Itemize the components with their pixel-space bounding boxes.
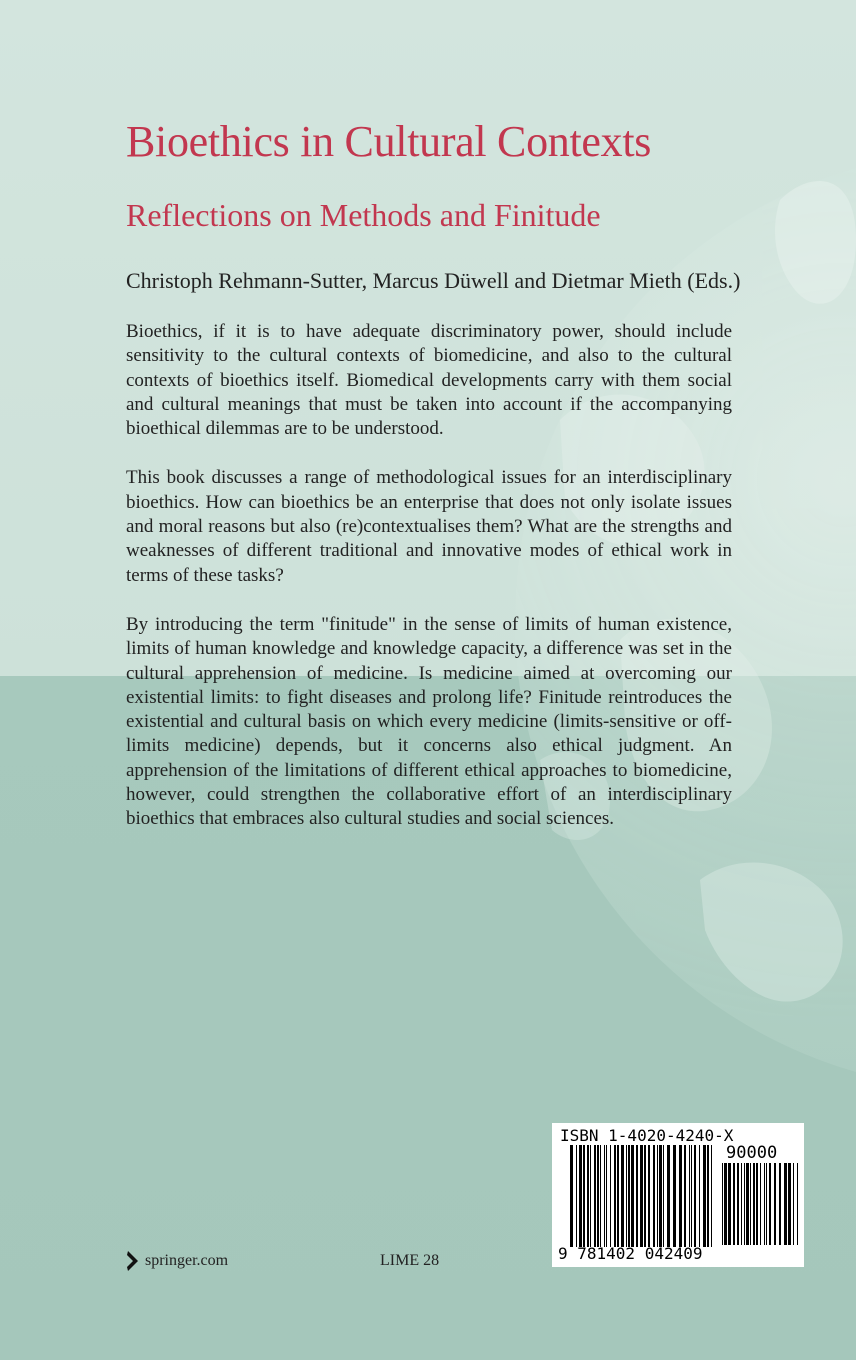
barcode-bar	[600, 1145, 601, 1247]
barcode-bar	[689, 1145, 690, 1247]
price-code: 90000	[726, 1143, 778, 1163]
barcode-bar	[756, 1163, 758, 1245]
barcode-bar	[631, 1145, 634, 1247]
barcode-bar	[657, 1145, 658, 1247]
barcode-bar	[728, 1163, 731, 1245]
barcode-bar	[733, 1163, 735, 1245]
description-paragraph: Bioethics, if it is to have adequate discriminatory power, should include sensitivity to the cultural contexts of biomedicine, and also to the cultural contexts of bioethics itself. Biomedical developments carry with them social and cultural meanings that must be taken into account if the accompanying bioethical dilemmas are to be understood.	[126, 321, 732, 440]
barcode-bar	[797, 1163, 798, 1245]
barcode-bar	[673, 1145, 676, 1247]
description-paragraph: This book discusses a range of methodological issues for an interdisciplinary bioethics. How can bioethics be an enterprise that does not only isolate issues and moral reasons but also (re)contextualises them? What are the strengths and weaknesses of different traditional and innovative modes of ethical work in terms of these tasks?	[126, 467, 732, 586]
barcode-bar	[587, 1145, 589, 1247]
book-editors: Christoph Rehmann-Sutter, Marcus Düwell and Dietmar Mieth (Eds.)	[126, 268, 741, 293]
ean-digits: 9 781402 042409	[558, 1244, 703, 1263]
barcode-bar	[793, 1163, 794, 1245]
barcode-bar	[694, 1145, 696, 1247]
barcode-bar	[610, 1145, 611, 1247]
book-description	[126, 320, 732, 857]
barcode-bar	[606, 1145, 607, 1247]
barcode-bar	[583, 1145, 585, 1247]
addon-barcode-bars	[722, 1163, 798, 1245]
barcode-bar	[659, 1145, 662, 1247]
barcode-bar	[614, 1145, 616, 1247]
isbn-label: ISBN 1-4020-4240-X	[560, 1126, 734, 1145]
isbn-barcode	[552, 1123, 804, 1267]
book-title: Bioethics in Cultural Contexts	[126, 117, 652, 166]
barcode-bar	[570, 1145, 573, 1247]
barcode-bar	[724, 1163, 727, 1245]
publisher-link[interactable]	[126, 1250, 228, 1272]
barcode-bar	[711, 1145, 712, 1247]
barcode-bar	[640, 1145, 643, 1247]
barcode-bar	[667, 1145, 670, 1247]
book-subtitle: Reflections on Methods and Finitude	[126, 197, 601, 233]
barcode-bar	[653, 1145, 655, 1247]
barcode-bar	[750, 1163, 751, 1245]
barcode-bar	[576, 1145, 577, 1247]
barcode-bar	[779, 1163, 781, 1245]
barcode-bar	[684, 1145, 686, 1247]
barcode-bar	[679, 1145, 682, 1247]
barcode-bar	[648, 1145, 650, 1247]
barcode-bar	[626, 1145, 627, 1247]
barcode-bar	[769, 1163, 771, 1245]
barcode-bar	[691, 1145, 692, 1247]
barcode-bar	[722, 1163, 723, 1245]
barcode-bar	[703, 1145, 706, 1247]
barcode-bar	[579, 1145, 582, 1247]
publisher-url: springer.com	[145, 1252, 229, 1269]
barcode-bar	[744, 1163, 745, 1245]
barcode-bar	[746, 1163, 749, 1245]
barcode-bar	[604, 1145, 605, 1247]
barcode-bar	[737, 1163, 739, 1245]
barcode-bar	[597, 1145, 599, 1247]
barcode-bar	[760, 1163, 761, 1245]
barcode-bar	[617, 1145, 619, 1247]
barcode-bar	[707, 1145, 709, 1247]
barcode-bar	[764, 1163, 765, 1245]
barcode-bar	[644, 1145, 646, 1247]
barcode-bar	[636, 1145, 638, 1247]
barcode-bar	[788, 1163, 791, 1245]
barcode-bar	[663, 1145, 664, 1247]
barcode-bar	[774, 1163, 776, 1245]
chevron-right-icon	[126, 1250, 140, 1272]
ean-barcode-bars	[570, 1145, 715, 1247]
barcode-bar	[594, 1145, 596, 1247]
barcode-bar	[766, 1163, 767, 1245]
description-paragraph: By introducing the term "finitude" in the sense of limits of human existence, limits of human knowledge and knowledge capacity, a difference was set in the cultural apprehension of medicine. Is medicine aimed at overcoming our existential limits: to fight diseases and prolong life? Finitude reintroduces the existential and cultural basis on which every medicine (limits-sensitive or off-limits medicine) depends, but it concerns also ethical judgment. An apprehension of the limitations of different ethical approaches to biomedicine, however, could strengthen the collaborative effort of an interdisciplinary bioethics that embraces also cultural studies and social sciences.	[126, 613, 732, 830]
barcode-bar	[784, 1163, 787, 1245]
series-label: LIME 28	[380, 1252, 440, 1269]
barcode-bar	[741, 1163, 742, 1245]
barcode-bar	[621, 1145, 624, 1247]
barcode-bar	[628, 1145, 630, 1247]
barcode-bar	[590, 1145, 591, 1247]
barcode-bar	[753, 1163, 755, 1245]
barcode-bar	[699, 1145, 700, 1247]
